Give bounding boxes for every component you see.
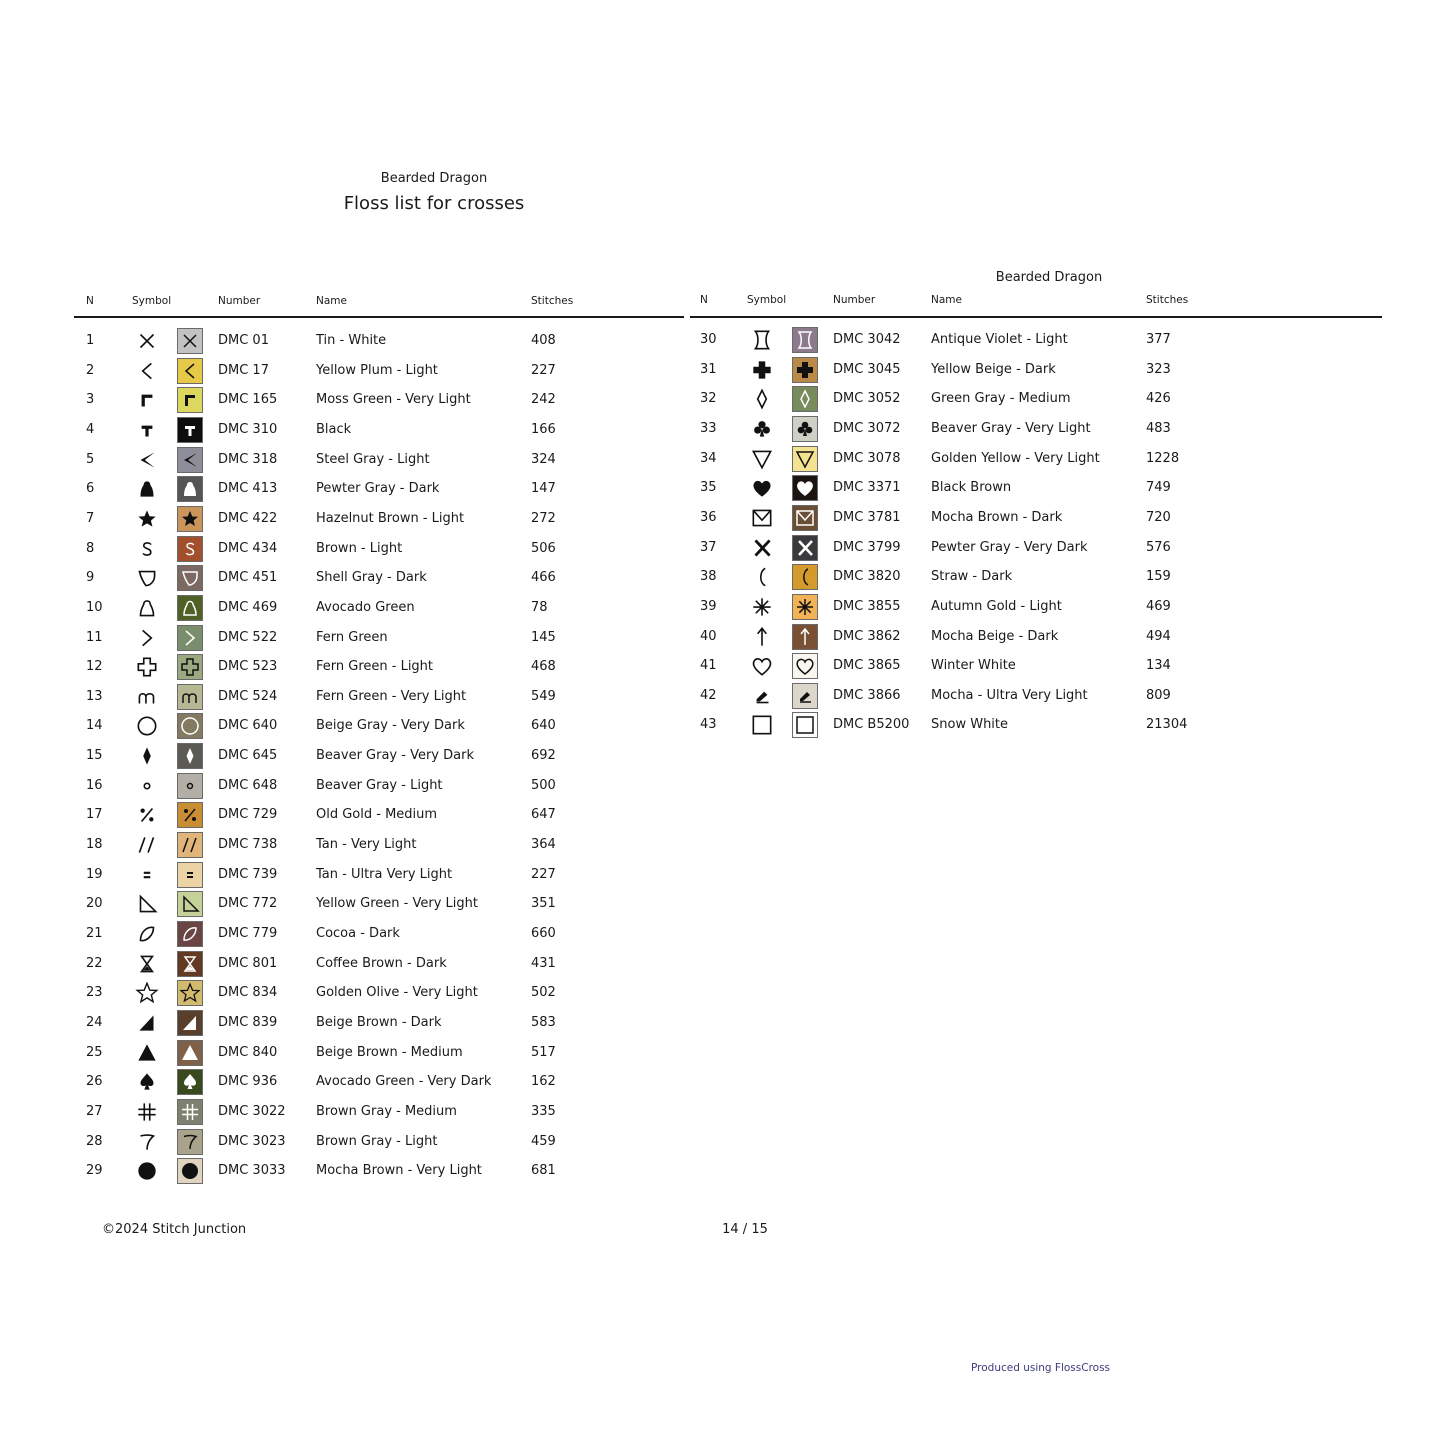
floss-number: DMC 01	[218, 333, 269, 348]
floss-name: Beaver Gray - Very Light	[931, 420, 1091, 436]
floss-index: 28	[86, 1133, 103, 1149]
floss-index: 12	[86, 659, 103, 675]
floss-stitches: 749	[1146, 480, 1171, 496]
col-header-n: N	[86, 295, 94, 307]
floss-name: Autumn Gold - Light	[931, 598, 1062, 614]
floss-stitches: 640	[531, 718, 556, 734]
color-swatch	[792, 386, 818, 412]
cross-icon	[749, 357, 775, 383]
floss-stitches: 720	[1146, 509, 1171, 525]
hash-icon	[134, 1099, 160, 1125]
floss-number: DMC 3781	[833, 509, 901, 525]
copyright-text: ©2024 Stitch Junction	[102, 1222, 247, 1237]
floss-stitches: 517	[531, 1044, 556, 1060]
floss-stitches: 147	[531, 481, 556, 497]
floss-row	[0, 1009, 1445, 1037]
floss-name: Antique Violet - Light	[931, 332, 1068, 347]
floss-index: 27	[86, 1103, 103, 1119]
floss-row	[0, 623, 1445, 651]
small-circle-icon	[134, 773, 160, 799]
floss-index: 14	[86, 718, 103, 734]
col-header-name: Name	[316, 295, 347, 307]
floss-stitches: 21304	[1146, 717, 1188, 733]
floss-index: 4	[86, 421, 95, 437]
filled-circle-icon	[134, 1158, 160, 1184]
floss-name: Cocoa - Dark	[316, 926, 400, 941]
color-swatch	[792, 594, 818, 620]
floss-row	[0, 534, 1445, 562]
col-header-stitches: Stitches	[1146, 294, 1189, 306]
color-swatch	[177, 1158, 203, 1184]
floss-row	[0, 979, 1445, 1007]
floss-number: DMC 422	[218, 510, 278, 526]
floss-index: 33	[700, 420, 717, 436]
floss-name: Pewter Gray - Dark	[316, 481, 440, 497]
up-arrow-icon	[749, 624, 775, 650]
floss-index: 8	[86, 540, 95, 556]
floss-stitches: 583	[531, 1014, 556, 1030]
floss-index: 22	[86, 955, 103, 971]
floss-name: Tan - Ultra Very Light	[316, 866, 453, 882]
double-slash-icon	[134, 832, 160, 858]
floss-row	[0, 682, 1445, 710]
floss-name: Beaver Gray - Light	[316, 777, 443, 793]
floss-stitches: 500	[531, 777, 556, 793]
floss-number: DMC 413	[218, 481, 278, 497]
floss-stitches: 647	[531, 807, 556, 823]
floss-number: DMC 3862	[833, 628, 901, 644]
floss-index: 41	[700, 658, 717, 674]
floss-index: 43	[700, 717, 717, 733]
color-swatch	[177, 1099, 203, 1125]
floss-row	[0, 950, 1445, 978]
floss-name: Golden Yellow - Very Light	[931, 450, 1100, 466]
heart-outline-icon	[749, 653, 775, 679]
floss-row	[0, 385, 1445, 413]
floss-stitches: 324	[531, 451, 556, 467]
floss-name: Mocha Brown - Dark	[931, 509, 1063, 525]
equals-icon	[134, 862, 160, 888]
floss-index: 25	[86, 1044, 103, 1060]
floss-stitches: 408	[531, 333, 556, 348]
floss-number: DMC 648	[218, 777, 278, 793]
floss-number: DMC 17	[218, 362, 269, 378]
floss-name: Beige Brown - Dark	[316, 1014, 442, 1030]
seven-icon	[134, 1129, 160, 1155]
hourglass-icon	[134, 951, 160, 977]
floss-name: Pewter Gray - Very Dark	[931, 539, 1088, 555]
floss-name: Yellow Plum - Light	[316, 362, 438, 378]
floss-number: DMC 3042	[833, 332, 901, 347]
floss-name: Mocha Beige - Dark	[931, 628, 1059, 644]
floss-row	[0, 1068, 1445, 1096]
floss-name: Steel Gray - Light	[316, 451, 430, 467]
color-swatch	[177, 1069, 203, 1095]
floss-index: 38	[700, 569, 717, 585]
color-swatch	[177, 773, 203, 799]
floss-stitches: 272	[531, 510, 556, 526]
floss-name: Avocado Green	[316, 599, 415, 615]
floss-stitches: 426	[1146, 391, 1171, 407]
floss-name: Beige Gray - Very Dark	[316, 718, 465, 734]
floss-index: 40	[700, 628, 717, 644]
floss-index: 19	[86, 866, 103, 882]
col-header-number: Number	[833, 294, 876, 306]
floss-number: DMC 840	[218, 1044, 278, 1060]
floss-name: Moss Green - Very Light	[316, 392, 471, 408]
floss-index: 6	[86, 481, 95, 497]
brush-icon	[749, 683, 775, 709]
floss-number: DMC 645	[218, 748, 278, 764]
floss-row	[0, 801, 1445, 829]
color-swatch	[177, 1129, 203, 1155]
hourglass-outline-icon	[749, 327, 775, 353]
floss-name: Brown Gray - Medium	[316, 1103, 457, 1119]
floss-stitches: 483	[1146, 420, 1171, 436]
header-divider-right	[690, 316, 1382, 318]
floss-index: 1	[86, 333, 95, 348]
floss-stitches: 364	[531, 837, 556, 853]
floss-name: Fern Green - Light	[316, 659, 434, 675]
floss-name: Black Brown	[931, 480, 1012, 496]
floss-name: Straw - Dark	[931, 569, 1013, 585]
color-swatch	[792, 683, 818, 709]
floss-name: Mocha - Ultra Very Light	[931, 687, 1088, 703]
diamond-outline-icon	[749, 386, 775, 412]
floss-row	[0, 861, 1445, 889]
floss-name: Old Gold - Medium	[316, 807, 438, 823]
color-swatch	[177, 1010, 203, 1036]
floss-index: 39	[700, 598, 717, 614]
produced-by: Produced using FlossCross	[971, 1362, 1111, 1374]
floss-stitches: 809	[1146, 687, 1171, 703]
floss-index: 20	[86, 896, 103, 912]
floss-row	[0, 742, 1445, 770]
floss-index: 3	[86, 392, 95, 408]
floss-index: 5	[86, 451, 95, 467]
col-header-number: Number	[218, 295, 261, 307]
page-number: 14 / 15	[722, 1222, 768, 1237]
percent-icon	[134, 802, 160, 828]
right-triangle-icon	[134, 891, 160, 917]
floss-number: DMC 3855	[833, 598, 901, 614]
down-triangle-outline-icon	[749, 446, 775, 472]
floss-name: Yellow Beige - Dark	[931, 361, 1056, 377]
floss-row	[0, 920, 1445, 948]
color-swatch	[177, 980, 203, 1006]
floss-row	[0, 1039, 1445, 1067]
floss-number: DMC 3371	[833, 480, 901, 496]
floss-row	[0, 356, 1445, 384]
floss-row	[0, 445, 1445, 473]
floss-number: DMC 434	[218, 540, 278, 556]
floss-index: 26	[86, 1074, 103, 1090]
floss-stitches: 469	[1146, 598, 1171, 614]
color-swatch	[792, 416, 818, 442]
floss-name: Black	[316, 421, 352, 437]
floss-name: Hazelnut Brown - Light	[316, 510, 465, 526]
floss-row	[0, 1098, 1445, 1126]
floss-index: 9	[86, 570, 95, 586]
asterisk-icon	[749, 594, 775, 620]
color-swatch	[177, 1040, 203, 1066]
floss-stitches: 351	[531, 896, 556, 912]
floss-number: DMC 524	[218, 688, 278, 704]
col-header-stitches: Stitches	[531, 295, 574, 307]
color-swatch	[177, 802, 203, 828]
wedge-icon	[134, 1010, 160, 1036]
floss-index: 29	[86, 1163, 103, 1179]
floss-stitches: 660	[531, 926, 556, 941]
floss-number: DMC 3045	[833, 361, 901, 377]
floss-stitches: 166	[531, 421, 556, 437]
floss-stitches: 78	[531, 599, 548, 615]
floss-number: DMC B5200	[833, 717, 910, 733]
floss-stitches: 502	[531, 985, 556, 1001]
floss-name: Snow White	[931, 717, 1009, 733]
floss-row	[0, 890, 1445, 918]
floss-index: 36	[700, 509, 717, 525]
floss-row	[0, 474, 1445, 502]
floss-index: 13	[86, 688, 103, 704]
floss-name: Tin - White	[316, 333, 387, 348]
envelope-icon	[749, 505, 775, 531]
floss-stitches: 377	[1146, 332, 1171, 347]
floss-number: DMC 3820	[833, 569, 901, 585]
col-header-symbol: Symbol	[747, 294, 787, 306]
color-swatch	[177, 862, 203, 888]
color-swatch	[792, 624, 818, 650]
floss-stitches: 466	[531, 570, 556, 586]
floss-name: Avocado Green - Very Dark	[316, 1074, 492, 1090]
right-column-caption: Bearded Dragon	[995, 270, 1103, 285]
triangle-icon	[134, 1040, 160, 1066]
floss-stitches: 159	[1146, 569, 1171, 585]
floss-index: 11	[86, 629, 103, 645]
floss-stitches: 227	[531, 866, 556, 882]
floss-stitches: 145	[531, 629, 556, 645]
floss-name: Brown - Light	[316, 540, 403, 556]
floss-number: DMC 3799	[833, 539, 901, 555]
color-swatch	[792, 505, 818, 531]
floss-number: DMC 3023	[218, 1133, 286, 1149]
header-divider-left	[74, 316, 684, 318]
floss-number: DMC 522	[218, 629, 278, 645]
floss-row	[0, 593, 1445, 621]
floss-name: Fern Green - Very Light	[316, 688, 467, 704]
floss-number: DMC 469	[218, 599, 278, 615]
floss-stitches: 576	[1146, 539, 1171, 555]
floss-row	[0, 563, 1445, 591]
floss-stitches: 494	[1146, 628, 1171, 644]
floss-index: 16	[86, 777, 103, 793]
floss-row	[0, 831, 1445, 859]
floss-number: DMC 936	[218, 1074, 278, 1090]
floss-stitches: 549	[531, 688, 556, 704]
floss-stitches: 242	[531, 392, 556, 408]
floss-number: DMC 738	[218, 837, 278, 853]
floss-number: DMC 739	[218, 866, 278, 882]
floss-stitches: 681	[531, 1163, 556, 1179]
floss-row	[0, 772, 1445, 800]
color-swatch	[792, 357, 818, 383]
page-title: Floss list for crosses	[343, 193, 525, 214]
floss-number: DMC 318	[218, 451, 278, 467]
floss-index: 32	[700, 391, 717, 407]
color-swatch	[177, 832, 203, 858]
color-swatch	[177, 951, 203, 977]
floss-name: Shell Gray - Dark	[316, 570, 427, 586]
floss-number: DMC 165	[218, 392, 278, 408]
floss-number: DMC 3078	[833, 450, 901, 466]
floss-index: 35	[700, 480, 717, 496]
floss-index: 17	[86, 807, 103, 823]
floss-index: 10	[86, 599, 103, 615]
floss-stitches: 134	[1146, 658, 1171, 674]
floss-name: Beige Brown - Medium	[316, 1044, 463, 1060]
color-swatch	[792, 653, 818, 679]
floss-number: DMC 523	[218, 659, 278, 675]
floss-stitches: 162	[531, 1074, 556, 1090]
floss-stitches: 227	[531, 362, 556, 378]
floss-stitches: 459	[531, 1133, 556, 1149]
floss-name: Mocha Brown - Very Light	[316, 1163, 482, 1179]
heart-icon	[749, 475, 775, 501]
color-swatch	[792, 327, 818, 353]
floss-index: 34	[700, 450, 717, 466]
floss-number: DMC 3033	[218, 1163, 286, 1179]
floss-index: 31	[700, 361, 717, 377]
floss-name: Yellow Green - Very Light	[316, 896, 478, 912]
spade-icon	[134, 1069, 160, 1095]
color-swatch	[177, 891, 203, 917]
leaf-icon	[134, 921, 160, 947]
floss-row	[0, 1157, 1445, 1185]
col-header-symbol: Symbol	[132, 295, 172, 307]
floss-number: DMC 451	[218, 570, 278, 586]
floss-number: DMC 801	[218, 955, 278, 971]
floss-stitches: 506	[531, 540, 556, 556]
floss-index: 15	[86, 748, 103, 764]
floss-row	[0, 711, 1445, 739]
color-swatch	[177, 743, 203, 769]
floss-name: Winter White	[931, 658, 1016, 674]
floss-name: Fern Green	[316, 629, 388, 645]
floss-number: DMC 834	[218, 985, 278, 1001]
floss-index: 2	[86, 362, 95, 378]
floss-number: DMC 3865	[833, 658, 901, 674]
floss-number: DMC 729	[218, 807, 278, 823]
floss-index: 30	[700, 332, 717, 347]
floss-number: DMC 310	[218, 421, 278, 437]
bold-x-icon	[749, 535, 775, 561]
floss-name: Beaver Gray - Very Dark	[316, 748, 474, 764]
floss-stitches: 323	[1146, 361, 1171, 377]
floss-row	[0, 504, 1445, 532]
color-swatch	[792, 564, 818, 590]
floss-index: 7	[86, 510, 95, 526]
floss-row	[0, 326, 1445, 354]
floss-number: DMC 3022	[218, 1103, 286, 1119]
page-title-pattern: Bearded Dragon	[380, 171, 488, 186]
star-outline-icon	[134, 980, 160, 1006]
crescent-icon	[749, 564, 775, 590]
floss-name: Brown Gray - Light	[316, 1133, 438, 1149]
floss-stitches: 335	[531, 1103, 556, 1119]
floss-number: DMC 839	[218, 1014, 278, 1030]
col-header-n: N	[700, 294, 708, 306]
col-header-name: Name	[931, 294, 962, 306]
floss-index: 24	[86, 1014, 103, 1030]
club-icon	[749, 416, 775, 442]
diamond-icon	[134, 743, 160, 769]
floss-name: Tan - Very Light	[316, 837, 417, 853]
floss-index: 37	[700, 539, 717, 555]
floss-number: DMC 779	[218, 926, 278, 941]
floss-number: DMC 3072	[833, 420, 901, 436]
floss-stitches: 692	[531, 748, 556, 764]
floss-index: 42	[700, 687, 717, 703]
floss-stitches: 431	[531, 955, 556, 971]
floss-number: DMC 3866	[833, 687, 901, 703]
square-outline-icon	[749, 712, 775, 738]
floss-index: 18	[86, 837, 103, 853]
floss-row	[0, 415, 1445, 443]
floss-number: DMC 772	[218, 896, 278, 912]
floss-number: DMC 3052	[833, 391, 901, 407]
floss-name: Golden Olive - Very Light	[316, 985, 478, 1001]
floss-row	[0, 1128, 1445, 1156]
color-swatch	[792, 535, 818, 561]
color-swatch	[792, 446, 818, 472]
color-swatch	[792, 712, 818, 738]
floss-name: Coffee Brown - Dark	[316, 955, 447, 971]
floss-name: Green Gray - Medium	[931, 391, 1071, 407]
floss-row	[0, 652, 1445, 680]
floss-stitches: 468	[531, 659, 556, 675]
floss-stitches: 1228	[1146, 450, 1180, 466]
floss-index: 21	[86, 926, 103, 941]
color-swatch	[177, 921, 203, 947]
color-swatch	[792, 475, 818, 501]
floss-index: 23	[86, 985, 103, 1001]
floss-number: DMC 640	[218, 718, 278, 734]
